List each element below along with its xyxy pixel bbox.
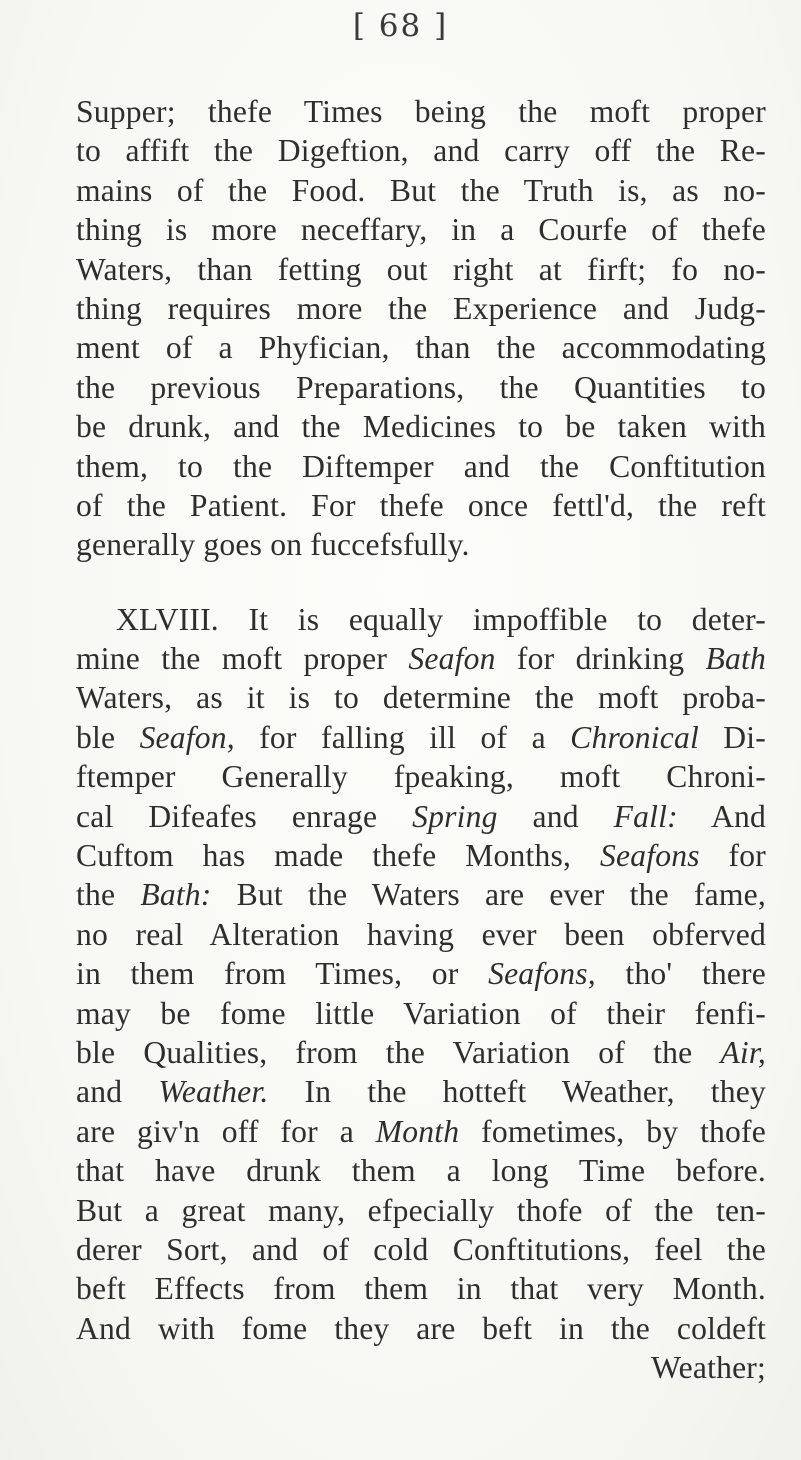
text-line: But a great many, efpecially thofe of the ten- — [76, 1192, 766, 1228]
text-line: Supper; thefe Times being the moft proper — [76, 94, 766, 129]
text-run: And — [677, 798, 766, 834]
text-line: beft Effects from them in that very Month. — [76, 1271, 766, 1307]
catchword: Weather; — [651, 1350, 766, 1386]
italic-run: Month — [375, 1113, 460, 1149]
text-run: ble — [76, 719, 140, 755]
text-line: Waters, as it is to determine the moft proba- — [76, 680, 766, 716]
text-line: Waters, than fetting out right at firft; fo no- — [76, 251, 766, 287]
text-run: for falling ill of a — [234, 719, 571, 755]
text-line: XLVIII. It is equally impoffible to deter- — [116, 601, 766, 637]
italic-run: Bath — [705, 641, 766, 677]
text-line — [76, 1072, 766, 1111]
text-line: the previous Preparations, the Quantities to — [76, 369, 766, 405]
italic-run: Air, — [720, 1034, 766, 1070]
text-run: and — [76, 1074, 159, 1110]
italic-run: Seafon, — [139, 719, 235, 755]
text-line: be drunk, and the Medicines to be taken with — [76, 409, 766, 445]
text-line: to affift the Digeftion, and carry off the Re- — [76, 133, 766, 169]
text-run: Di- — [698, 719, 767, 755]
italic-run: Bath: — [140, 877, 212, 913]
text-run: and — [497, 798, 614, 834]
text-line — [76, 639, 766, 678]
text-line: of the Patient. For thefe once fettl'd, the reft — [76, 487, 766, 523]
text-line: no real Alteration having ever been obferved — [76, 916, 766, 952]
text-line — [76, 1033, 766, 1072]
text-run: tho' there — [595, 956, 767, 992]
text-run: In the hotteft Weather, they — [268, 1074, 766, 1110]
text-line: And with fome they are beft in the coldeft — [76, 1310, 766, 1346]
italic-run: Seafons, — [488, 956, 596, 992]
text-line — [76, 954, 766, 993]
text-line: thing requires more the Experience and Judg- — [76, 290, 766, 326]
text-line — [76, 875, 766, 914]
text-run: for — [699, 838, 766, 874]
text-run: are giv'n off for a — [76, 1113, 376, 1149]
text-line: mains of the Food. But the Truth is, as no- — [76, 172, 766, 208]
text-line — [76, 1112, 766, 1151]
text-run: for drinking — [495, 641, 706, 677]
italic-run: Fall: — [613, 798, 678, 834]
text-run: But the Waters are ever the fame, — [211, 877, 766, 913]
text-line: thing is more neceffary, in a Courfe of thefe — [76, 212, 766, 248]
text-run: fometimes, by thofe — [459, 1113, 766, 1149]
italic-run: Seafons — [600, 838, 700, 874]
italic-run: Weather. — [158, 1074, 269, 1110]
text-run: the — [76, 877, 141, 913]
text-line — [76, 797, 766, 836]
page-number: [ 68 ] — [352, 8, 449, 44]
paragraph-gap — [76, 565, 766, 600]
italic-run: Chronical — [570, 719, 699, 755]
text-run: mine the moft proper — [76, 641, 409, 677]
text-line: that have drunk them a long Time before. — [76, 1153, 766, 1189]
text-line — [76, 836, 766, 875]
body-text — [76, 92, 766, 1388]
italic-run: Seafon — [408, 641, 496, 677]
text-line: may be fome little Variation of their fenfi- — [76, 995, 766, 1031]
text-line: them, to the Diftemper and the Conftitution — [76, 448, 766, 484]
text-line: ftemper Generally fpeaking, moft Chroni- — [76, 759, 766, 795]
text-run: ble Qualities, from the Variation of the — [76, 1034, 721, 1070]
text-run: cal Difeafes enrage — [76, 798, 413, 834]
text-line: generally goes on fuccefsfully. — [76, 527, 470, 563]
italic-run: Spring — [412, 798, 498, 834]
text-run: Cuftom has made thefe Months, — [76, 838, 600, 874]
text-line — [76, 718, 766, 757]
text-line: ment of a Phyfician, than the accommodating — [76, 330, 766, 366]
text-line: derer Sort, and of cold Conftitutions, feel the — [76, 1231, 766, 1267]
text-run: in them from Times, or — [76, 956, 489, 992]
